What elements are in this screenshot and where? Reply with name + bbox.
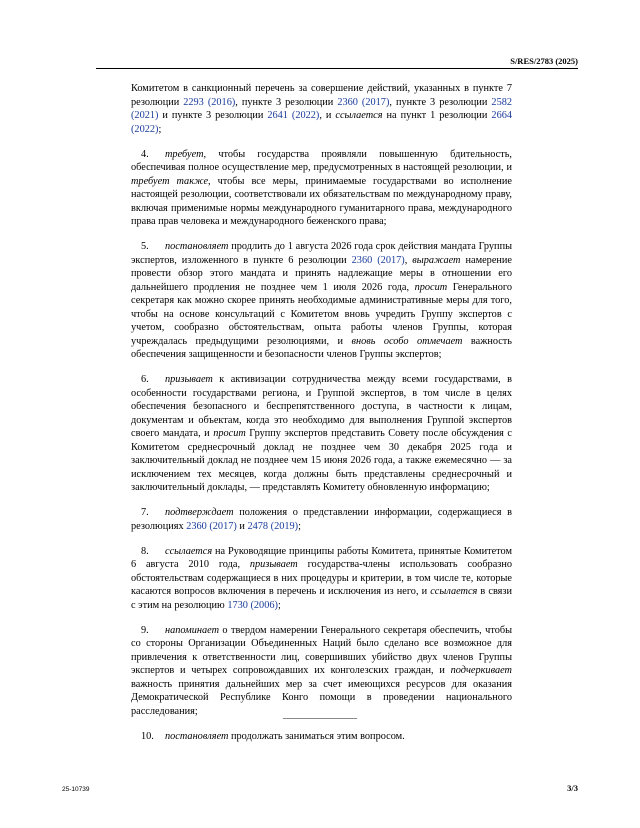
resolution-link[interactable]: 2293 (2016) [183,96,236,108]
resolution-link[interactable]: 2360 (2017) [351,254,405,266]
paragraph-number: 8. [141,545,149,557]
resolution-link[interactable]: 1730 (2006) [227,599,278,611]
paragraph-10: 10. постановляет продолжать заниматься этим вопросом. [141,730,405,742]
paragraph-number: 7. [141,507,149,518]
resolution-link[interactable]: 2664 (2022) [131,110,513,135]
document-symbol: S/RES/2783 (2025) [510,56,578,66]
resolution-link[interactable]: 2478 (2019) [247,520,299,532]
paragraph-4: 4. требует, чтобы государства проявляли повышенную бдительность, обеспечивая полное осуществление мер, предусмотренных в настоящей резолюции, и требует также, чтобы все меры, принимаемые государствами во исполнение настоящей резолюции, соответствовали их обязательствам по международному праву, включая применимые нормы международного гуманитарного права, международного права прав человека и международного беженского права; [131,148,513,227]
paragraph-continuation: Комитетом в санкционный перечень за совершение действий, указанных в пункте 7 резолюции 2293 (2016), пункте 3 резолюции 2360 (2017), пункте 3 резолюции 2582 (2021) и пункте 3 резолюции 2641 (2022), и ссылается на пункт 1 резолюции 2664 (2022); [131,83,513,135]
header-rule [96,68,578,69]
resolution-link[interactable]: 2360 (2017) [337,96,390,108]
paragraph-8: 8. ссылается на Руководящие принципы работы Комитета, принятые Комитетом 6 августа 2010 года, призывает государства-члены использовать сообразно обстоятельствам содержащиеся в них процедуры и критерии, в том числе те, которые касаются вопросов включения в перечень и исключения из него, и ссылается в связи с этим на резолюцию 1730 (2006); [131,545,512,611]
resolution-link[interactable]: 2360 (2017) [186,520,237,532]
document-number: 25-10739 [62,786,90,793]
paragraph-number: 6. [141,374,149,385]
paragraph-number: 10. [141,730,154,742]
page-number: 3/3 [567,783,578,793]
paragraph-number: 5. [141,241,149,252]
end-separator [283,718,357,719]
paragraph-7: 7. подтверждает положения о представлении информации, содержащиеся в резолюциях 2360 (2017) и 2478 (2019); [131,507,512,532]
paragraph-number: 9. [141,624,149,636]
resolution-link[interactable]: 2582 (2021) [131,96,513,121]
resolution-body [131,82,512,755]
paragraph-6: 6. призывает к активизации сотрудничества между всеми государствами, в особенности государствами региона, и Группой экспертов, в том числе в целях обеспечения безопасного и беспрепятственного доступа, в частности к лицам, документам и объектам, когда это необходимо для выполнения Группой экспертов своего мандата, и просит Группу экспертов представить Совету после обсуждения с Комитетом среднесрочный доклад не позднее чем 30 декабря 2025 года и заключительный доклад не позднее чем 15 июня 2026 года, а также ежемесячно — за исключением тех месяцев, когда должны быть представлены среднесрочный и заключительный доклады, — представлять Комитету обновленную информацию; [131,374,512,493]
paragraph-9: 9. напоминает о твердом намерении Генерального секретаря обеспечить, чтобы со стороны Организации Объединенных Наций было сделано все возможное для привлечения к ответственности лиц, совершивших убийство двух членов Группы экспертов и четырех сопровождавших их конголезских граждан, и подчеркивает важность принятия дальнейших мер за счет имеющихся ресурсов для оказания Демократической Республике Конго помощи в проведении национального расследования; [131,624,512,717]
paragraph-number: 4. [141,148,149,160]
resolution-link[interactable]: 2641 (2022) [267,110,320,121]
paragraph-5: 5. постановляет продлить до 1 августа 2026 года срок действия мандата Группы экспертов, изложенного в пункте 6 резолюции 2360 (2017), выражает намерение провести обзор этого мандата и принять надлежащие меры в отношении его дальнейшего продления не позднее чем 1 июля 2026 года, просит Генерального секретаря как можно скорее принять необходимые административные меры для того, чтобы на основе консультаций с Комитетом вновь учредить Группу экспертов с учетом, сообразно обстоятельствам, опыта работы членов Группы, которая учреждалась предыдущими резолюциями, и вновь особо отмечает важность обеспечения защищенности и безопасности членов Группы экспертов; [131,241,513,360]
